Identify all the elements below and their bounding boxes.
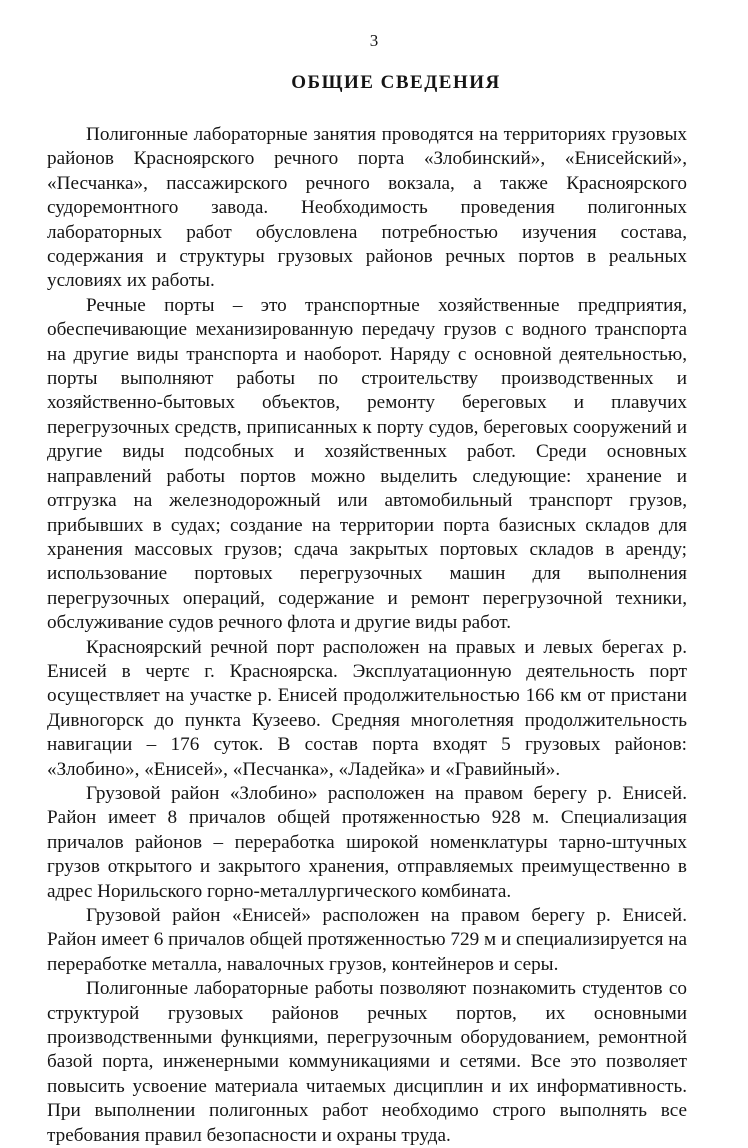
paragraph-intro: Полигонные лабораторные занятия проводятся на территориях грузовых районов Красноярского речного порта «Злобинский», «Енисейский», «Песчанка», пассажирского речного вокзала, а также Красноярского судоремонтного завода. Необходимость проведения полигонных лабораторных работ обусловлена потребностью изучения состава, содержания и структуры грузовых районов речных портов в реальных условиях их работы.: [47, 124, 687, 292]
page-number: 3: [369, 31, 379, 50]
paragraph-enisey: Грузовой район «Енисей» расположен на правом берегу р. Енисей. Район имеет 6 причалов общей протяженностью 729 м и специализируется на переработке металла, навалочных грузов, контейнеров и серы.: [47, 905, 687, 975]
body-text: [47, 123, 687, 1148]
paragraph-conclusion: Полигонные лабораторные работы позволяют познакомить студентов со структурой грузовых районов речных портов, их основными производственными функциями, перегрузочным оборудованием, ремонтной базой порта, инженерными коммуникациями и сетями. Все это позволяет повысить усвоение материала читаемых дисциплин и их информативность. При выполнении полигонных работ необходимо строго выполнять все требования правил безопасности и охраны труда.: [47, 978, 687, 1146]
paragraph-river-ports: Речные порты – это транспортные хозяйственные предприятия, обеспечивающие механизированную передачу грузов с водного транспорта на другие виды транспорта и наоборот. Наряду с основной деятельностью, порты выполняют работы по строительству производственных и хозяйственно-бытовых объектов, ремонту береговых и плавучих перегрузочных средств, приписанных к порту судов, береговых сооружений и другие виды подсобных и хозяйственных работ. Среди основных направлений работы портов можно выделить следующие: хранение и отгрузка на железнодорожный или автомобильный транспорт грузов, прибывших в судах; создание на территории порта базисных складов для хранения массовых грузов; сдача закрытых портовых складов в аренду; использование портовых перегрузочных машин для выполнения перегрузочных операций, содержание и ремонт перегрузочной техники, обслуживание судов речного флота и другие виды работ.: [47, 294, 687, 634]
section-heading: ОБЩИЕ СВЕДЕНИЯ: [291, 72, 501, 93]
paragraph-krasnoyarsk-port: Красноярский речной порт расположен на правых и левых берегах р. Енисей в чертє г. Красноярска. Эксплуатационную деятельность порт осуществляет на участке р. Енисей продолжительностью 166 км от пристани Дивногорск до пункта Кузеево. Средняя многолетняя продолжительность навигации – 176 суток. В состав порта входят 5 грузовых районов: «Злобино», «Енисей», «Песчанка», «Ладейка» и «Гравийный».: [47, 636, 687, 780]
paragraph-zlobino: Грузовой район «Злобино» расположен на правом берегу р. Енисей. Район имеет 8 причалов общей протяженностью 928 м. Специализация причалов районов – переработка широкой номенклатуры тарно-штучных грузов открытого и закрытого хранения, отправляемых преимущественно в адрес Норильского горно-металлургического комбината.: [47, 782, 687, 902]
